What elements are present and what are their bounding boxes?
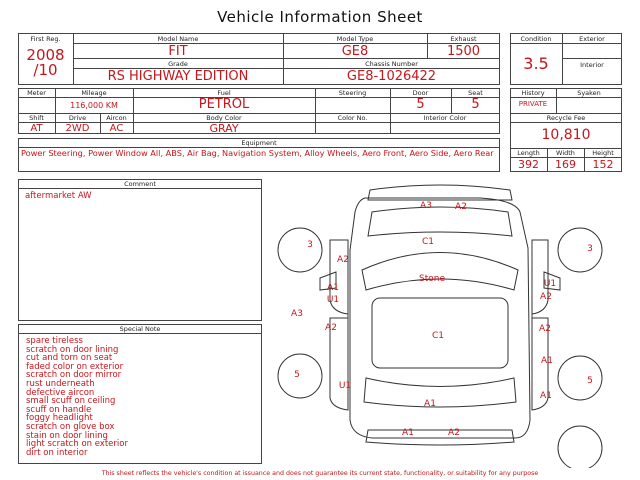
condition-label: Condition: [520, 35, 552, 43]
mark-a2-left-door: A2: [325, 323, 337, 333]
mark-a2-right-door: A2: [539, 324, 551, 334]
wheel-front-left: [278, 228, 322, 272]
meter-label: Meter: [27, 89, 46, 97]
wheel-rear-right: [558, 356, 602, 400]
aircon-label: Aircon: [106, 114, 127, 122]
model-name-value: FIT: [168, 44, 188, 59]
footer-disclaimer: This sheet reflects the vehicle's condition at issuance and does not guarantee its current state, functionality, or suitability for any purpose: [101, 470, 539, 477]
first-reg-year: 2008: [26, 46, 65, 64]
list-item: foggy headlight: [26, 413, 93, 424]
first-reg-month: /10: [33, 61, 58, 79]
mark-wheel-fl: 3: [307, 240, 313, 250]
list-item: cut and torn on seat: [26, 353, 113, 364]
condition-value: 3.5: [523, 54, 549, 73]
mark-a1-bottom: A1: [402, 428, 414, 438]
car-damage-diagram: [262, 178, 640, 468]
list-item: scratch on door mirror: [26, 370, 122, 381]
model-type-value: GE8: [341, 44, 369, 59]
mark-wheel-rr: 5: [587, 376, 593, 386]
shift-label: Shift: [29, 114, 44, 122]
list-item: scuff on handle: [26, 404, 92, 415]
mark-stone: Stone: [419, 274, 445, 284]
body-color-label: Body Color: [206, 114, 242, 122]
mark-a2-bottom: A2: [448, 428, 460, 438]
mark-a2-left-front: A2: [337, 255, 349, 265]
model-type-label: Model Type: [336, 35, 374, 43]
first-reg-value: [18, 48, 73, 78]
aircon-value: AC: [109, 123, 124, 134]
width-value: 169: [555, 158, 576, 171]
mark-a1-right: A1: [541, 356, 553, 366]
mark-u1-rear-left: U1: [338, 381, 352, 391]
exhaust-label: Exhaust: [450, 35, 477, 43]
mark-a3-top: A3: [420, 201, 432, 211]
special-note-list: [26, 337, 128, 457]
list-item: faded color on exterior: [26, 361, 124, 372]
mark-u1-right: U1: [543, 279, 557, 289]
wheel-front-right: [558, 228, 602, 272]
mark-a1-left: A1: [327, 283, 339, 293]
list-item: small scuff on ceiling: [26, 396, 116, 407]
drive-value: 2WD: [65, 123, 90, 134]
mark-wheel-fr: 3: [587, 244, 593, 254]
door-label: Door: [412, 89, 429, 97]
grade-value: RS HIGHWAY EDITION: [107, 69, 249, 84]
grade-label: Grade: [168, 60, 188, 68]
mark-u1-left: U1: [326, 295, 340, 305]
mark-wheel-rl: 5: [294, 370, 300, 380]
first-reg-label: First Reg.: [30, 35, 61, 43]
recycle-value: 10,810: [541, 127, 591, 143]
list-item: spare tireless: [26, 336, 83, 346]
height-value: 152: [592, 158, 614, 171]
spare-tire: [558, 426, 602, 468]
height-label: Height: [592, 149, 614, 157]
mark-a1-rear: A1: [424, 399, 436, 409]
page-title: Vehicle Information Sheet: [217, 8, 423, 26]
fuel-value: PETROL: [198, 97, 250, 112]
mark-a3-left: A3: [291, 309, 303, 319]
mark-c1-hood: C1: [421, 237, 435, 247]
mileage-value: 116,000 KM: [70, 101, 118, 110]
history-value: PRIVATE: [518, 100, 548, 108]
equipment-text: Power Steering, Power Window All, ABS, Air Bag, Navigation System, Alloy Wheels, Aero Front, Aero Side, Aero Rear: [21, 148, 494, 158]
chassis-value: GE8-1026422: [346, 69, 437, 84]
mileage-label: Mileage: [81, 89, 107, 97]
exterior-label: Exterior: [579, 35, 605, 43]
recycle-label: Recycle Fee: [546, 114, 586, 122]
seat-label: Seat: [468, 89, 483, 97]
color-no-label: Color No.: [337, 114, 368, 122]
list-item: light scratch on exterior: [26, 439, 128, 450]
equipment-label: Equipment: [241, 139, 277, 147]
list-item: scratch on glove box: [26, 421, 115, 432]
comment-label: Comment: [124, 180, 156, 188]
body-color-value: GRAY: [209, 122, 239, 135]
interior-color-label: Interior Color: [423, 114, 467, 122]
model-name-label: Model Name: [157, 35, 199, 43]
comment-text: aftermarket AW: [25, 191, 92, 201]
interior-label: Interior: [580, 61, 604, 69]
door-value: 5: [416, 97, 425, 112]
list-item: rust underneath: [26, 378, 95, 389]
special-note-label: Special Note: [119, 325, 161, 333]
mark-a2-right-front: A2: [540, 292, 552, 302]
syaken-label: Syaken: [577, 89, 601, 97]
mark-c1-roof: C1: [431, 331, 445, 341]
list-item: dirt on interior: [26, 447, 88, 458]
fuel-label: Fuel: [217, 89, 231, 97]
mark-a1-rear-right: A1: [540, 391, 552, 401]
steering-label: Steering: [338, 89, 367, 97]
length-label: Length: [517, 149, 540, 157]
list-item: defective aircon: [26, 387, 95, 398]
drive-label: Drive: [68, 114, 87, 122]
chassis-label: Chassis Number: [365, 60, 418, 68]
history-label: History: [521, 89, 545, 97]
exhaust-value: 1500: [446, 44, 481, 59]
list-item: scratch on door lining: [26, 344, 119, 355]
mark-a2-top: A2: [455, 202, 467, 212]
seat-value: 5: [471, 97, 480, 112]
wheel-rear-left: [278, 354, 322, 398]
width-label: Width: [556, 149, 575, 157]
shift-value: AT: [30, 123, 43, 134]
length-value: 392: [518, 158, 539, 171]
list-item: stain on door lining: [26, 430, 108, 441]
